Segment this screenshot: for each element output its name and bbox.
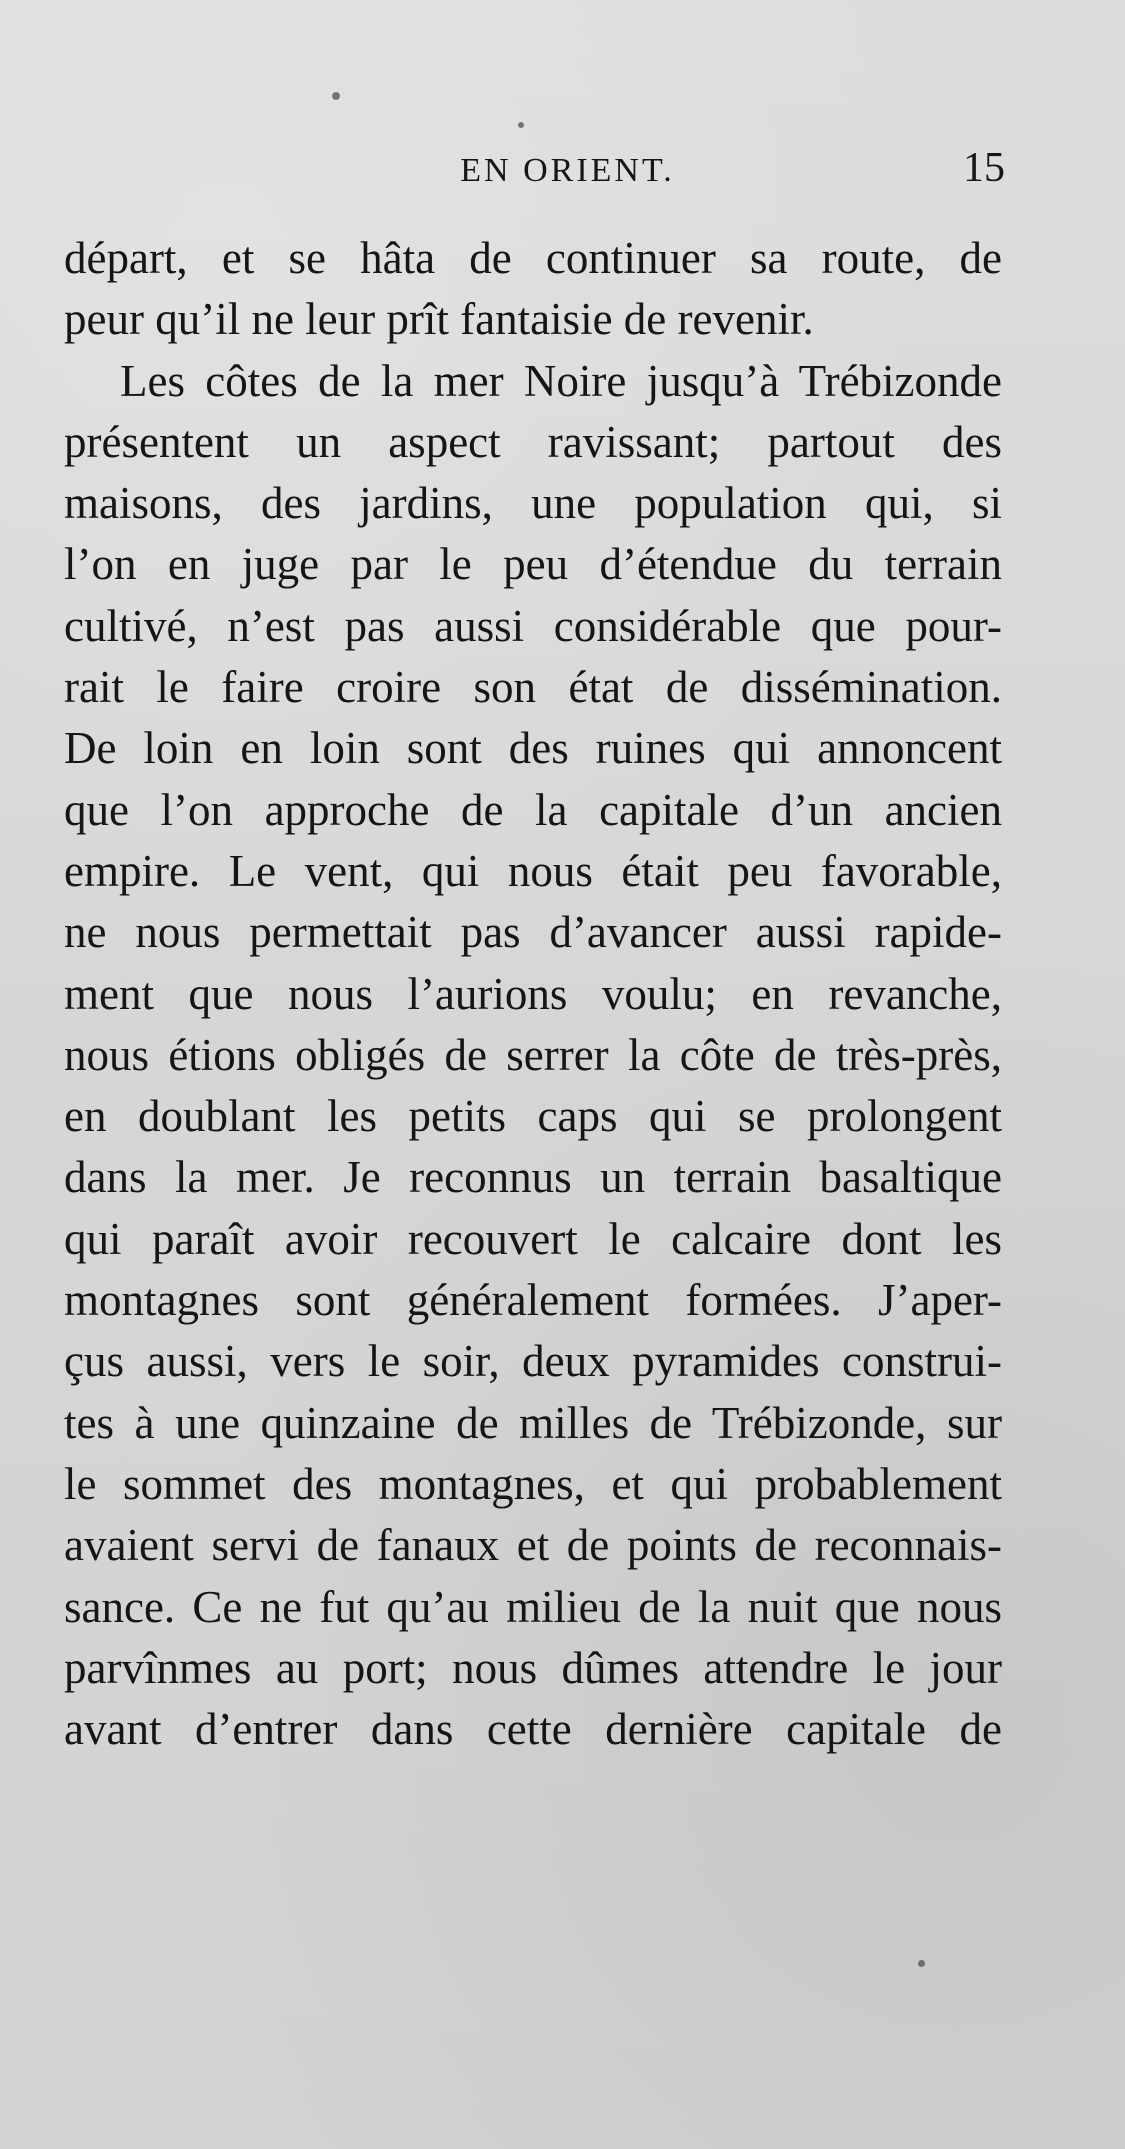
- text-line: rait le faire croire son état de dissémination.: [64, 662, 1002, 713]
- text-line: en doublant les petits caps qui se prolongent: [64, 1091, 1002, 1142]
- ink-speck: [918, 1960, 925, 1967]
- text-line: l’on en juge par le peu d’étendue du terrain: [64, 539, 1002, 590]
- ink-speck: [518, 122, 524, 128]
- body-text: [64, 228, 1002, 1760]
- text-line: çus aussi, vers le soir, deux pyramides construi-: [64, 1336, 1002, 1387]
- text-line: départ, et se hâta de continuer sa route, de: [64, 233, 1002, 283]
- text-line: cultivé, n’est pas aussi considérable que pour-: [64, 600, 1002, 651]
- text-line: peur qu’il ne leur prît fantaisie de revenir.: [64, 294, 814, 345]
- text-line: avant d’entrer dans cette dernière capitale de: [64, 1704, 1002, 1755]
- text-line: nous étions obligés de serrer la côte de très-près,: [64, 1029, 1002, 1080]
- text-line: Les côtes de la mer Noire jusqu’à Trébizonde: [120, 355, 1002, 406]
- text-line: parvînmes au port; nous dûmes attendre le jour: [64, 1642, 1002, 1693]
- text-line: dans la mer. Je reconnus un terrain basaltique: [64, 1152, 1002, 1203]
- text-line: montagnes sont généralement formées. J’aper-: [64, 1275, 1002, 1326]
- text-line: De loin en loin sont des ruines qui annoncent: [64, 723, 1002, 774]
- page-number: 15: [963, 145, 1005, 191]
- running-head: EN ORIENT.: [460, 152, 675, 189]
- text-line: empire. Le vent, qui nous était peu favorable,: [64, 845, 1002, 896]
- text-line: le sommet des montagnes, et qui probablement: [64, 1458, 1002, 1509]
- text-line: ment que nous l’aurions voulu; en revanche,: [64, 968, 1002, 1019]
- text-line: que l’on approche de la capitale d’un ancien: [64, 784, 1002, 835]
- page-header: [0, 145, 1125, 212]
- text-line: tes à une quinzaine de milles de Trébizonde, sur: [64, 1397, 1002, 1448]
- text-line: ne nous permettait pas d’avancer aussi rapide-: [64, 907, 1002, 958]
- text-line: avaient servi de fanaux et de points de reconnais-: [64, 1520, 1002, 1571]
- text-line: présentent un aspect ravissant; partout des: [64, 416, 1002, 467]
- text-line: qui paraît avoir recouvert le calcaire dont les: [64, 1213, 1002, 1264]
- text-line: maisons, des jardins, une population qui, si: [64, 478, 1002, 529]
- text-line: sance. Ce ne fut qu’au milieu de la nuit que nous: [64, 1581, 1002, 1632]
- ink-speck: [332, 92, 340, 100]
